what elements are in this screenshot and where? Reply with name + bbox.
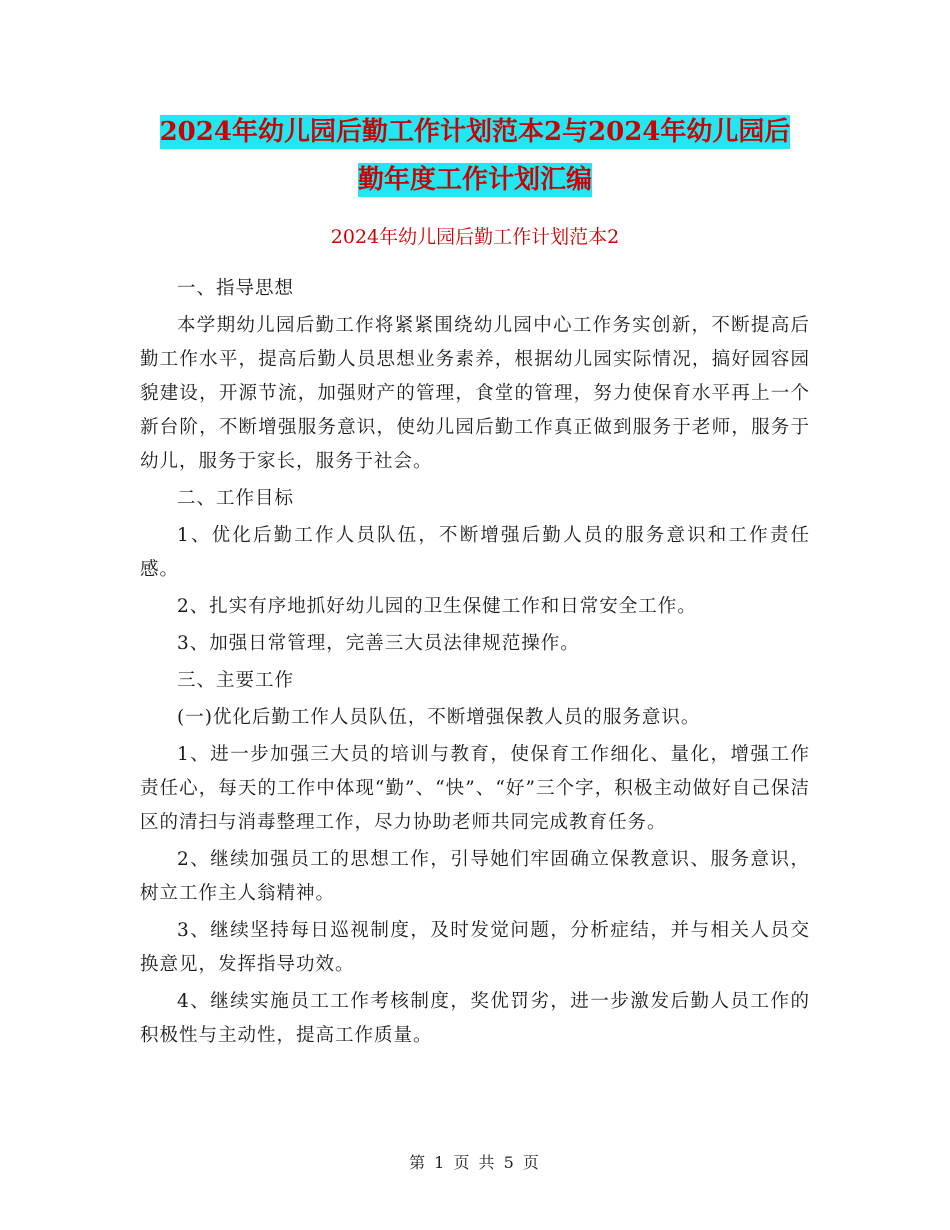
subheading-optimize-staff: (一)优化后勤工作人员队伍，不断增强保教人员的服务意识。 — [177, 707, 701, 728]
page-footer: 第 1 页 共 5 页 — [409, 1153, 541, 1172]
document-title-line2: 勤年度工作计划汇编 — [357, 165, 592, 195]
heading-main-work: 三、主要工作 — [177, 670, 295, 691]
document-title-line1: 2024年幼儿园后勤工作计划范本2与2024年幼儿园后 — [159, 117, 791, 147]
document-title — [140, 108, 810, 204]
heading-work-goals: 二、工作目标 — [177, 488, 295, 509]
paragraph-goal-2: 2、扎实有序地抓好幼儿园的卫生保健工作和日常安全工作。 — [177, 596, 697, 617]
paragraph-work-2: 2、继续加强员工的思想工作，引导她们牢固确立保教意识、服务意识，树立工作主人翁精神。 — [140, 849, 810, 904]
heading-guiding-ideology: 一、指导思想 — [177, 278, 295, 299]
paragraph-goal-3: 3、加强日常管理，完善三大员法律规范操作。 — [177, 633, 580, 654]
paragraph-work-1: 1、进一步加强三大员的培训与教育，使保育工作细化、量化，增强工作责任心，每天的工作中体现“勤”、“快”、“好”三个字，积极主动做好自己保洁区的清扫与消毒整理工作，尽力协助老师共同完成教育任务。 — [140, 744, 810, 833]
document-body — [140, 272, 810, 1056]
paragraph-guiding-ideology: 本学期幼儿园后勤工作将紧紧围绕幼儿园中心工作务实创新，不断提高后勤工作水平，提高后勤人员思想业务素养，根据幼儿园实际情况，搞好园容园貌建设，开源节流，加强财产的管理，食堂的管理，努力使保育水平再上一个新台阶，不断增强服务意识，使幼儿园后勤工作真正做到服务于老师，服务于幼儿，服务于家长，服务于社会。 — [140, 315, 810, 472]
section-title: 2024年幼儿园后勤工作计划范本2 — [330, 226, 620, 248]
paragraph-work-4: 4、继续实施员工工作考核制度，奖优罚劣，进一步激发后勤人员工作的积极性与主动性，提高工作质量。 — [140, 991, 810, 1046]
paragraph-goal-1: 1、优化后勤工作人员队伍，不断增强后勤人员的服务意识和工作责任感。 — [140, 525, 810, 580]
paragraph-work-3: 3、继续坚持每日巡视制度，及时发觉问题，分析症结，并与相关人员交换意见，发挥指导功效。 — [140, 920, 810, 975]
